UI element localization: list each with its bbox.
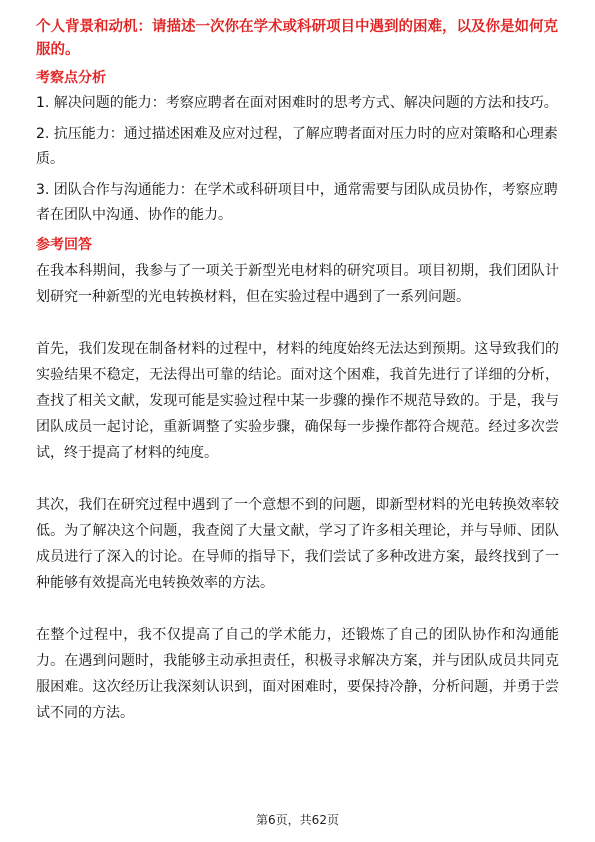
analysis-point-3: 3. 团队合作与沟通能力：在学术或科研项目中，通常需要与团队成员协作，考察应聘者在团队中沟通、协作的能力。 xyxy=(36,182,558,223)
answer-title: 参考回答 xyxy=(36,237,92,253)
analysis-point-2: 2. 抗压能力：通过描述困难及应对过程，了解应聘者面对压力时的应对策略和心理素质。 xyxy=(36,126,558,167)
answer-paragraph-1: 在我本科期间，我参与了一项关于新型光电材料的研究项目。项目初期，我们团队计划研究一种新型的光电转换材料，但在实验过程中遇到了一系列问题。 xyxy=(36,263,559,305)
analysis-point-1: 1. 解决问题的能力：考察应聘者在面对困难时的思考方式、解决问题的方法和技巧。 xyxy=(36,95,558,111)
page-number-footer: 第6页，共62页 xyxy=(256,813,339,827)
analysis-title: 考察点分析 xyxy=(36,70,106,86)
question-heading: 个人背景和动机：请描述一次你在学术或科研项目中遇到的困难，以及你是如何克服的。 xyxy=(36,19,558,58)
answer-paragraph-3: 其次，我们在研究过程中遇到了一个意想不到的问题，即新型材料的光电转换效率较低。为了解决这个问题，我查阅了大量文献，学习了许多相关理论，并与导师、团队成员进行了深入的讨论。在导师的指导下，我们尝试了多种改进方案，最终找到了一种能够有效提高光电转换效率的方法。 xyxy=(36,497,559,591)
document-page xyxy=(36,16,559,726)
answer-paragraph-2: 首先，我们发现在制备材料的过程中，材料的纯度始终无法达到预期。这导致我们的实验结果不稳定，无法得出可靠的结论。面对这个困难，我首先进行了详细的分析，查找了相关文献，发现可能是实验过程中某一步骤的操作不规范导致的。于是，我与团队成员一起讨论，重新调整了实验步骤，确保每一步操作都符合规范。经过多次尝试，终于提高了材料的纯度。 xyxy=(36,341,559,461)
answer-paragraph-4: 在整个过程中，我不仅提高了自己的学术能力，还锻炼了自己的团队协作和沟通能力。在遇到问题时，我能够主动承担责任，积极寻求解决方案，并与团队成员共同克服困难。这次经历让我深刻认识到，面对困难时，要保持冷静，分析问题，并勇于尝试不同的方法。 xyxy=(36,627,559,721)
